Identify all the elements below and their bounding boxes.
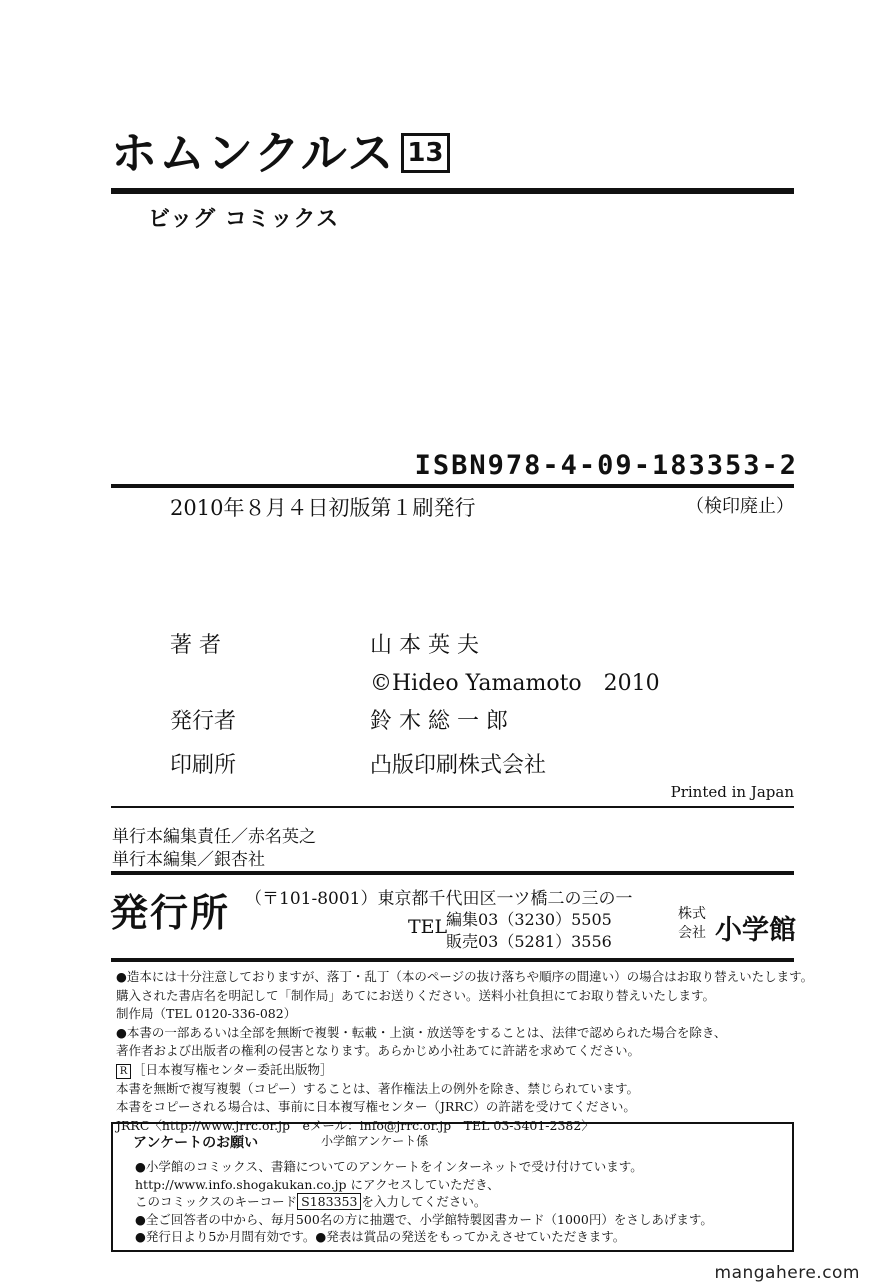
note-line: 著作者および出版者の権利の侵害となります。あらかじめ小社あてに許諾を求めてください。 — [116, 1043, 641, 1059]
note-line: 本書をコピーされる場合は、事前に日本複写権センター（JRRC）の許諾を受けてください。 — [116, 1099, 636, 1115]
keycode-pre: このコミックスのキーコード — [135, 1194, 298, 1209]
isbn: ISBN978-4-09-183353-2 — [414, 450, 798, 481]
tel-sales: 販売03（5281）3556 — [446, 932, 612, 951]
tel-edit: 編集03（3230）5505 — [446, 910, 612, 929]
corp-prefix-1: 株式 — [678, 906, 706, 922]
printed-rule — [111, 806, 794, 808]
book-title: ホムンクルス — [111, 126, 396, 180]
keycode: S183353 — [297, 1193, 361, 1210]
author-label: 著 者 — [170, 633, 221, 658]
note-line: 制作局（TEL 0120-336-082） — [116, 1006, 297, 1022]
survey-line: ●発行日より5か月間有効です。●発表は賞品の発送をもってかえさせていただきます。 — [135, 1229, 626, 1244]
publisher-name: 小学館 — [715, 915, 796, 946]
printer-label: 印刷所 — [170, 753, 237, 778]
survey-url: http://www.info.shogakukan.co.jp にアクセスしていただき、 — [135, 1176, 500, 1192]
volume-number: 13 — [401, 133, 449, 173]
copyright: ©Hideo Yamamoto 2010 — [370, 671, 660, 696]
note-line: ●本書の一部あるいは全部を無断で複製・転載・上演・放送等をすることは、法律で認められた場合を除き、 — [116, 1024, 727, 1040]
watermark: mangahere.com — [714, 1263, 860, 1283]
survey-box — [111, 1122, 794, 1252]
keycode-post: を入力してください。 — [361, 1194, 487, 1209]
book-title-block — [111, 126, 450, 180]
publisher-address: （〒101-8001）東京都千代田区一ツ橋二の三の一 — [245, 889, 633, 909]
no-seal-note: （検印廃止） — [686, 496, 794, 517]
edition-date: 2010年８月４日初版第１刷発行 — [170, 496, 476, 520]
publisher-top-rule — [111, 871, 794, 875]
publisher-label: 発行所 — [110, 890, 231, 935]
survey-line: ●全ご回答者の中から、毎月500名の方に抽選で、小学館特製図書カード（1000円）をさしあげます。 — [135, 1211, 713, 1227]
r-mark-icon: R — [116, 1064, 131, 1079]
corp-prefix-2: 会社 — [678, 925, 706, 941]
note-line-jrrc — [116, 1061, 806, 1080]
survey-dept: 小学館アンケート係 — [321, 1134, 429, 1148]
note-line: 購入された書店名を明記して「制作局」あてにお送りください。送料小社負担にてお取り替えいたします。 — [116, 987, 716, 1003]
isbn-rule — [111, 484, 794, 488]
imprint-label: ビッグ コミックス — [148, 206, 340, 232]
survey-title: アンケートのお願い — [133, 1135, 259, 1151]
note-line: JRRC〈http://www.jrrc.or.jp eメール：info@jrrc.or.jp TEL 03-3401-2382〉 — [116, 1117, 594, 1133]
tel-label: TEL — [408, 916, 448, 938]
title-rule — [111, 188, 794, 194]
publisher-person: 鈴 木 総 一 郎 — [370, 709, 508, 734]
survey-lines — [135, 1158, 713, 1246]
publisher-person-label: 発行者 — [170, 709, 237, 734]
editor-line-1: 単行本編集責任／赤名英之 — [112, 827, 316, 847]
printer-name: 凸版印刷株式会社 — [370, 753, 547, 778]
note-line: ●造本には十分注意しておりますが、落丁・乱丁（本のページの抜け落ちや順序の間違い）の場合はお取り替えいたします。 — [116, 969, 814, 984]
jrrc-heading: ［日本複写権センター委託出版物］ — [133, 1061, 333, 1077]
printed-in: Printed in Japan — [670, 783, 794, 801]
author-name: 山 本 英 夫 — [370, 633, 479, 658]
legal-notes — [116, 968, 814, 1135]
survey-line: ●小学館のコミックス、書籍についてのアンケートをインターネットで受け付けています。 — [135, 1159, 643, 1174]
survey-keycode-line — [135, 1193, 713, 1211]
publisher-bottom-rule — [111, 958, 794, 962]
editor-line-2: 単行本編集／銀杏社 — [112, 850, 265, 870]
note-line: 本書を無断で複写複製（コピー）することは、著作権法上の例外を除き、禁じられています。 — [116, 1080, 640, 1096]
